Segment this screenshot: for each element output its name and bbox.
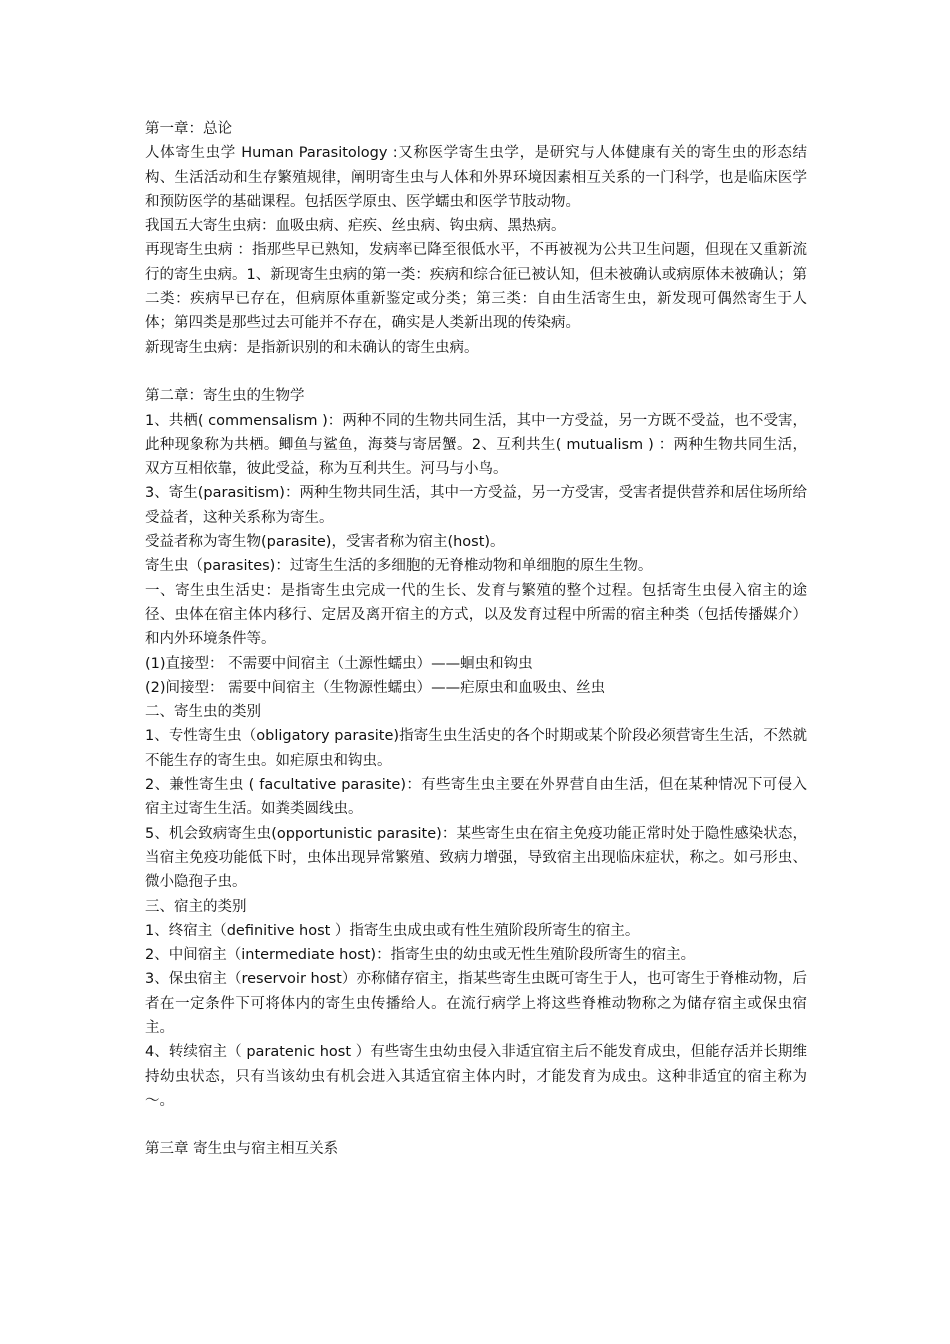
paragraph-facultative: 2、兼性寄生虫 ( facultative parasite)：有些寄生虫主要在外界营自由生活，但在某种情况下可侵入宿主过寄生生活。如粪类圆线虫。	[145, 777, 807, 818]
document-page	[145, 117, 807, 1162]
paragraph-indirect-type: (2)间接型： 需要中间宿主（生物源性蠕虫）——疟原虫和血吸虫、丝虫	[145, 679, 606, 696]
chapter-3-heading: 第三章 寄生虫与宿主相互关系	[145, 1141, 339, 1158]
paragraph-life-cycle: 一、寄生虫生活史：是指寄生虫完成一代的生长、发育与繁殖的整个过程。包括寄生虫侵入宿主的途径、虫体在宿主体内移行、定居及离开宿主的方式，以及发育过程中所需的宿主种类（包括传播媒介）和内外环境条件等。	[145, 582, 807, 648]
blank-line	[145, 1113, 807, 1137]
paragraph-reemerging: 再现寄生虫病 ：指那些早已熟知，发病率已降至很低水平，不再被视为公共卫生问题，但现在又重新流行的寄生虫病。1、新现寄生虫病的第一类：疾病和综合征已被认知，但未被确认或病原体未被确认；第二类：疾病早已存在，但病原体重新鉴定或分类；第三类：自由生活寄生虫，新发现可偶然寄生于人体；第四类是那些过去可能并不存在，确实是人类新出现的传染病。	[145, 242, 807, 332]
paragraph-parasitism: 3、寄生(parasitism)：两种生物共同生活，其中一方受益，另一方受害，受害者提供营养和居住场所给受益者，这种关系称为寄生。	[145, 485, 807, 526]
paragraph-parasites: 寄生虫（parasites)：过寄生生活的多细胞的无脊椎动物和单细胞的原生生物。	[145, 558, 653, 575]
paragraph-definitive-host: 1、终宿主（definitive host ）指寄生虫成虫或有性生殖阶段所寄生的宿主。	[145, 922, 640, 939]
paragraph-commensalism: 1、共栖( commensalism )：两种不同的生物共同生活，其中一方受益，另一方既不受益，也不受害，此种现象称为共栖。鲫鱼与鲨鱼，海葵与寄居蟹。2、互利共生( mutualism ) ：两种生物共同生活，双方互相依靠，彼此受益，称为互利共生。河马与小鸟。	[145, 412, 807, 478]
paragraph-emerging: 新现寄生虫病：是指新识别的和未确认的寄生虫病。	[145, 339, 479, 356]
paragraph-reservoir-host: 3、保虫宿主（reservoir host）亦称储存宿主，指某些寄生虫既可寄生于人，也可寄生于脊椎动物，后者在一定条件下可将体内的寄生虫传播给人。在流行病学上将这些脊椎动物称之为储存宿主或保虫宿主。	[145, 971, 807, 1036]
section-parasite-types: 二、寄生虫的类别	[145, 704, 261, 721]
paragraph-parasite-host: 受益者称为寄生物(parasite)，受害者称为宿主(host)。	[145, 534, 505, 551]
paragraph-direct-type: (1)直接型： 不需要中间宿主（土源性蠕虫）——蛔虫和钩虫	[145, 655, 533, 672]
paragraph-opportunistic: 5、机会致病寄生虫(opportunistic parasite)：某些寄生虫在宿主免疫功能正常时处于隐性感染状态，当宿主免疫功能低下时，虫体出现异常繁殖、致病力增强，导致宿主出现临床症状，称之。如弓形虫、微小隐孢子虫。	[145, 825, 807, 891]
chapter-2-heading: 第二章：寄生虫的生物学	[145, 388, 305, 405]
paragraph-paratenic-host: 4、转续宿主（ paratenic host ）有些寄生虫幼虫侵入非适宜宿主后不能发育成虫，但能存活并长期维持幼虫状态，只有当该幼虫有机会进入其适宜宿主体内时，才能发育为成虫。这种非适宜的宿主称为～。	[145, 1044, 807, 1109]
paragraph-definition: 人体寄生虫学 Human Parasitology :又称医学寄生虫学，是研究与人体健康有关的寄生虫的形态结构、生活活动和生存繁殖规律，阐明寄生虫与人体和外界环境因素相互关系的一门科学，也是临床医学和预防医学的基础课程。包括医学原虫、医学蠕虫和医学节肢动物。	[145, 145, 807, 210]
blank-line	[145, 360, 807, 384]
paragraph-five-diseases: 我国五大寄生虫病：血吸虫病、疟疾、丝虫病、钩虫病、黑热病。	[145, 218, 566, 235]
paragraph-intermediate-host: 2、中间宿主（intermediate host)：指寄生虫的幼虫或无性生殖阶段所寄生的宿主。	[145, 947, 696, 964]
chapter-1-heading: 第一章：总论	[145, 121, 232, 137]
section-host-types: 三、宿主的类别	[145, 898, 247, 915]
paragraph-obligatory: 1、专性寄生虫（obligatory parasite)指寄生虫生活史的各个时期或某个阶段必须营寄生生活，不然就不能生存的寄生虫。如疟原虫和钩虫。	[145, 728, 807, 769]
